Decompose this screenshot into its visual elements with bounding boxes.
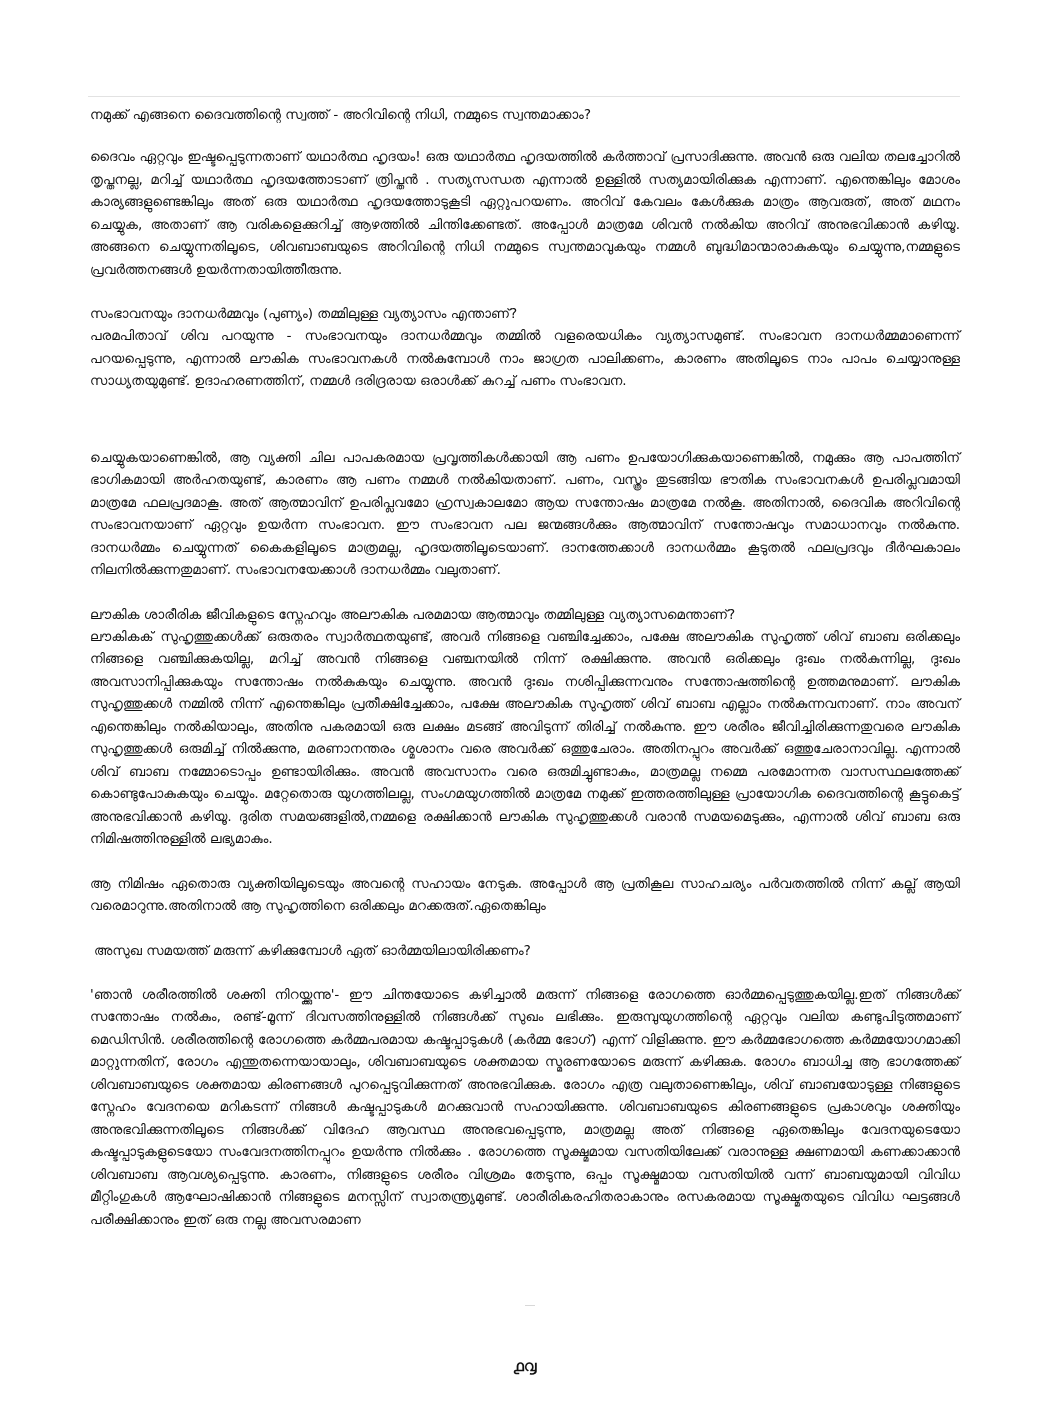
document-page — [90, 104, 960, 1231]
top-rule — [88, 96, 960, 97]
section-heading-medicine-remembrance: അസുഖ സമയത്ത് മരുന്ന് കഴിക്കുമ്പോൾ ഏത് ഓർമ്മയിലായിരിക്കണം? — [94, 942, 531, 959]
paragraph-moment-of-help: ആ നിമിഷം ഏതൊരു വ്യക്തിയിലൂടെയും അവന്റെ സഹായം നേടുക. അപ്പോൾ ആ പ്രതികൂല സാഹചര്യം പർവതത്തിൽ നിന്ന് കല്ല് ആയി വരെമാറുന്നു.അതിനാൽ ആ സുഹൃത്തിനെ ഒരിക്കലും മറക്കരുത്.ഏതെങ്കിലും — [90, 875, 960, 914]
footer-mark — [525, 1305, 535, 1306]
paragraph-medicine-remembrance: 'ഞാൻ ശരീരത്തിൽ ശക്തി നിറയ്ക്കുന്നു'- ഈ ചിന്തയോടെ കഴിച്ചാൽ മരുന്ന് നിങ്ങളെ രോഗത്തെ ഓർമ്മപ്പെടുത്തുകയില്ല.ഇത് നിങ്ങൾക്ക് സന്തോഷം നൽകും, രണ്ട്-മൂന്ന് ദിവസത്തിനുള്ളിൽ നിങ്ങൾക്ക് സുഖം ലഭിക്കും. ഇരുമ്പുയുഗത്തിന്റെ ഏറ്റവും വലിയ കണ്ടുപിടുത്തമാണ് മെഡിസിൻ. ശരീരത്തിന്റെ രോഗത്തെ കർമ്മപരമായ കഷ്ടപ്പാടുകൾ (കർമ്മ ഭോഗ്) എന്ന് വിളിക്കുന്നു. ഈ കർമ്മഭോഗത്തെ കർമ്മയോഗമാക്കി മാറ്റുന്നതിന്, രോഗം എന്തുതന്നെയായാലും, ശിവബാബയുടെ ശക്തമായ സ്മരണയോടെ മരുന്ന് കഴിക്കുക. രോഗം ബാധിച്ച ആ ഭാഗത്തേക്ക് ശിവബാബയുടെ ശക്തമായ കിരണങ്ങൾ പുറപ്പെടുവിക്കുന്നത് അനുഭവിക്കുക. രോഗം എത്ര വലുതാണെങ്കിലും, ശിവ് ബാബയോടുള്ള നിങ്ങളുടെ സ്നേഹം വേദനയെ മറികടന്ന് നിങ്ങൾ കഷ്ടപ്പാടുകൾ മറക്കുവാൻ സഹായിക്കുന്നു. ശിവബാബയുടെ കിരണങ്ങളുടെ പ്രകാശവും ശക്തിയും അനുഭവിക്കുന്നതിലൂടെ നിങ്ങൾക്ക് വിദേഹ ആവസ്ഥ അനുഭവപ്പെടുന്നു, മാത്രമല്ല അത് നിങ്ങളെ ഏതെങ്കിലും വേദനയുടെയോ കഷ്ടപ്പാടുകളുടെയോ സംവേദനത്തിനപ്പുറം ഉയർന്നു നിൽക്കും . രോഗത്തെ സൂക്ഷ്മമായ വസതിയിലേക്ക് വരാനുള്ള ക്ഷണമായി കണക്കാക്കാൻ ശിവബാബ ആവശ്യപ്പെടുന്നു. കാരണം, നിങ്ങളുടെ ശരീരം വിശ്രമം തേടുന്നു, ഒപ്പം സൂക്ഷ്മമായ വസതിയിൽ വന്ന് ബാബയുമായി വിവിധ മീറ്റിംഗുകൾ ആഘോഷിക്കാൻ നിങ്ങളുടെ മനസ്സിന് സ്വാതന്ത്ര്യമുണ്ട്. ശാരീരികരഹിതരാകാനും രസകരമായ സൂക്ഷ്മതയുടെ വിവിധ ഘട്ടങ്ങൾ പരീക്ഷിക്കാനും ഇത് ഒരു നല്ല അവസരമാണ — [90, 986, 960, 1228]
paragraph-worldly-vs-divine-love: ലൗകികക് സുഹൃത്തുക്കൾക്ക് ഒരുതരം സ്വാർത്ഥതയുണ്ട്, അവർ നിങ്ങളെ വഞ്ചിച്ചേക്കാം, പക്ഷേ അലൗകിക സുഹൃത്ത് ശിവ് ബാബ ഒരിക്കലും നിങ്ങളെ വഞ്ചിക്കുകയില്ല, മറിച്ച് അവൻ നിങ്ങളെ വഞ്ചനയിൽ നിന്ന് രക്ഷിക്കുന്നു. അവൻ ഒരിക്കലും ദുഃഖം നൽകുന്നില്ല, ദുഃഖം അവസാനിപ്പിക്കുകയും സന്തോഷം നൽകുകയും ചെയ്യുന്നു. അവൻ ദുഃഖം നശിപ്പിക്കുന്നവനും സന്തോഷത്തിന്റെ ഉത്തമനുമാണ്. ലൗകിക സുഹൃത്തുക്കൾ നമ്മിൽ നിന്ന് എന്തെങ്കിലും പ്രതീക്ഷിച്ചേക്കാം, പക്ഷേ അലൗകിക സുഹൃത്ത് ശിവ് ബാബ എല്ലാം നൽകുന്നവനാണ്. നാം അവന് എന്തെങ്കിലും നൽകിയാലും, അതിനു പകരമായി ഒരു ലക്ഷം മടങ്ങ് അവിടുന്ന് തിരിച്ച് നൽകുന്നു. ഈ ശരീരം ജീവിച്ചിരിക്കുന്നതുവരെ ലൗകിക സുഹൃത്തുക്കൾ ഒരുമിച്ച് നിൽക്കുന്നു, മരണാനന്തരം ശ്മശാനം വരെ അവർക്ക് ഒത്തുചേരാം. അതിനപ്പുറം അവർക്ക് ഒത്തുചേരാനാവില്ല. എന്നാൽ ശിവ് ബാബ നമ്മോടൊപ്പം ഉണ്ടായിരിക്കും. അവൻ അവസാനം വരെ ഒരുമിച്ചുണ്ടാകും, മാത്രമല്ല നമ്മെ പരമോന്നത വാസസ്ഥലത്തേക്ക് കൊണ്ടുപോകുകയും ചെയ്യും. മറ്റേതൊരു യുഗത്തിലല്ല, സംഗമയുഗത്തിൽ മാത്രമേ നമുക്ക് ഇത്തരത്തിലുള്ള പ്രായോഗിക ദൈവത്തിന്റെ കൂട്ടുകെട്ട് അനുഭവിക്കാൻ കഴിയൂ. ദുരിത സമയങ്ങളിൽ,നമ്മളെ രക്ഷിക്കാൻ ലൗകിക സുഹൃത്തുക്കൾ വരാൻ സമയമെടുക്കും, എന്നാൽ ശിവ് ബാബ ഒരു നിമിഷത്തിനുള്ളിൽ ലഭ്യമാകും. — [90, 628, 960, 847]
paragraph-donation-vs-charity: പരമപിതാവ് ശിവ പറയുന്നു - സംഭാവനയും ദാനധർമ്മവും തമ്മിൽ വളരെയധികം വ്യത്യാസമുണ്ട്. സംഭാവന ദാനധർമ്മമാണെന്ന് പറയപ്പെടുന്നു, എന്നാൽ ലൗകിക സംഭാവനകൾ നൽകുമ്പോൾ നാം ജാഗ്രത പാലിക്കണം, കാരണം അതിലൂടെ നാം പാപം ചെയ്യാനുള്ള സാധ്യതയുമുണ്ട്. ഉദാഹരണത്തിന്, നമ്മൾ ദരിദ്രരായ ഒരാൾക്ക് കുറച്ച് പണം സംഭാവന. — [90, 328, 960, 389]
section-heading-worldly-vs-divine-love: ലൗകിക ശാരീരിക ജീവികളുടെ സ്നേഹവും അലൗകിക പരമമായ ആത്മാവും തമ്മിലുള്ള വ്യത്യാസമെന്താണ്? — [90, 606, 736, 623]
section-heading-donation-vs-charity: സംഭാവനയും ദാനധർമ്മവും (പുണ്യം) തമ്മിലുള്ള വ്യത്യാസം എന്താണ്? — [90, 306, 518, 322]
paragraph-true-heart: ദൈവം ഏറ്റവും ഇഷ്ടപ്പെടുന്നതാണ് യഥാർത്ഥ ഹൃദയം! ഒരു യഥാർത്ഥ ഹൃദയത്തിൽ കർത്താവ് പ്രസാദിക്കുന്നു. അവൻ ഒരു വലിയ തലച്ചോറിൽ തൃപ്തനല്ല, മറിച്ച് യഥാർത്ഥ ഹൃദയത്തോടാണ് ത്രിപ്തൻ . സത്യസന്ധത എന്നാൽ ഉള്ളിൽ സത്യമായിരിക്കുക എന്നാണ്. എന്തെങ്കിലും മോശം കാര്യങ്ങളുണ്ടെങ്കിലും അത് ഒരു യഥാർത്ഥ ഹൃദയത്തോടുകൂടി ഏറ്റുപറയണം. അറിവ് കേവലം കേൾക്കുക മാത്രം ആവരുത്, അത് മഥനം ചെയ്യുക, അതാണ് ആ വരികളെക്കുറിച്ച് ആഴത്തിൽ ചിന്തിക്കേണ്ടത്. അപ്പോൾ മാത്രമേ ശിവൻ നൽകിയ അറിവ് അനുഭവിക്കാൻ കഴിയൂ. അങ്ങനെ ചെയ്യുന്നതിലൂടെ, ശിവബാബയുടെ അറിവിന്റെ നിധി നമ്മുടെ സ്വന്തമാവുകയും നമ്മൾ ബുദ്ധിമാന്മാരാകുകയും ചെയ്യുന്നു,നമ്മളുടെ പ്രവർത്തനങ്ങൾ ഉയർന്നതായിത്തീരുന്നു. — [90, 149, 960, 278]
section-heading-wealth-of-knowledge: നമുക്ക് എങ്ങനെ ദൈവത്തിന്റെ സ്വത്ത് - അറിവിന്റെ നിധി, നമ്മുടെ സ്വന്തമാക്കാം? — [90, 107, 591, 123]
paragraph-donation-continued: ചെയ്യുകയാണെങ്കിൽ, ആ വ്യക്തി ചില പാപകരമായ പ്രവൃത്തികൾക്കായി ആ പണം ഉപയോഗിക്കുകയാണെങ്കിൽ, നമുക്കും ആ പാപത്തിന് ഭാഗികമായി അർഹതയുണ്ട്, കാരണം ആ പണം നമ്മൾ നൽകിയതാണ്. പണം, വസ്ത്രം തുടങ്ങിയ ഭൗതിക സംഭാവനകൾ ഉപരിപ്ലവമായി മാത്രമേ ഫലപ്രദമാകൂ. അത് ആത്മാവിന് ഉപരിപ്ലവമോ ഹ്രസ്വകാലമോ ആയ സന്തോഷം മാത്രമേ നൽകൂ. അതിനാൽ, ദൈവിക അറിവിന്റെ സംഭാവനയാണ് ഏറ്റവും ഉയർന്ന സംഭാവന. ഈ സംഭാവന പല ജന്മങ്ങൾക്കും ആത്മാവിന് സന്തോഷവും സമാധാനവും നൽകുന്നു. ദാനധർമ്മം ചെയ്യുന്നത് കൈകളിലൂടെ മാത്രമല്ല, ഹൃദയത്തിലൂടെയാണ്. ദാനത്തേക്കാൾ ദാനധർമ്മം കൂടുതൽ ഫലപ്രദവും ദീർഘകാലം നിലനിൽക്കുന്നതുമാണ്. സംഭാവനയേക്കാൾ ദാനധർമ്മം വലുതാണ്. — [90, 449, 960, 578]
page-number: ൧൮ — [513, 1357, 537, 1375]
